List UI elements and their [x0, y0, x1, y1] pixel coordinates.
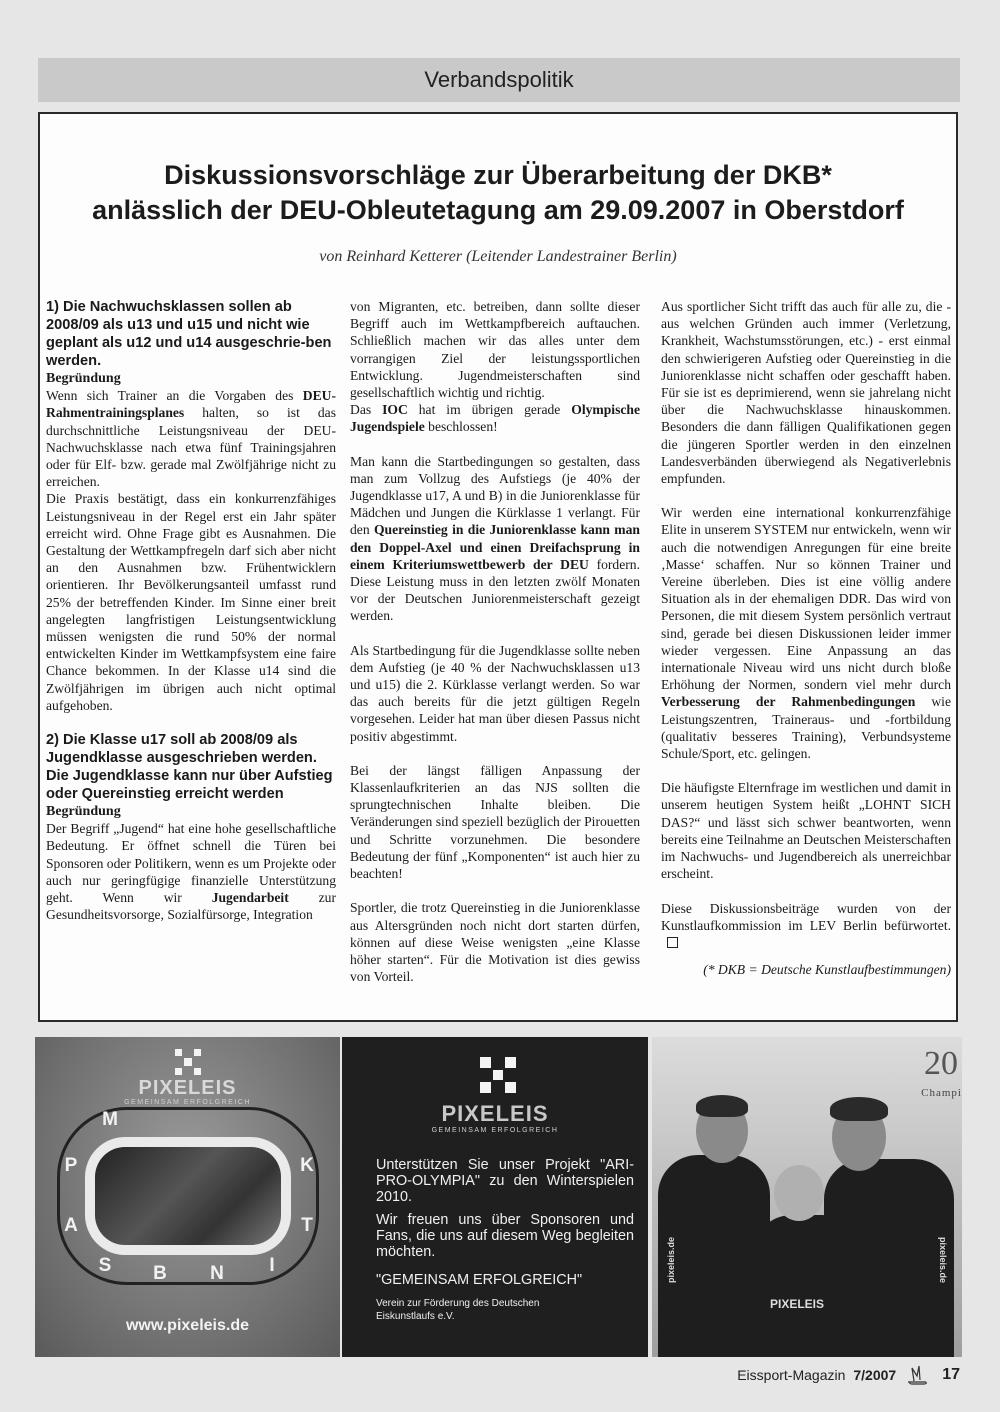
ad-url-link[interactable]: www.pixeleis.de: [125, 1317, 249, 1334]
text: Wenn sich Trainer an die Vorgaben des: [46, 388, 303, 404]
ring-letter: M: [102, 1109, 118, 1130]
text: halten, so ist das durchschnittliche Leistungsniveau der DEU-Nachwuchsklasse nach etwa fünf Trainingsjahren oder für Elf- bzw. gerade mal Zwölfjährige nicht zu erreichen.: [46, 405, 336, 490]
text: hat im übrigen gerade: [407, 402, 572, 418]
point-2-heading: 2) Die Klasse u17 soll ab 2008/09 als Jugendklasse ausgeschrieben werden. Die Jugendklasse kann nur über Aufstieg oder Quereinstieg erreicht werden: [46, 732, 333, 803]
point-1-subhead: Begründung: [46, 371, 121, 386]
text: Diese Diskussionsbeiträge wurden von der Kunstlaufkommission im LEV Berlin befürwortet.: [661, 900, 951, 933]
ring-letter: K: [300, 1155, 314, 1176]
shirt-text-left: pixeleis.de: [666, 1237, 676, 1284]
col3-paragraph-4: [661, 900, 951, 952]
bold-text: Olympische Jugendspiele: [350, 402, 641, 435]
bold-text: Verbesserung der Rahmenbedingungen: [661, 694, 916, 710]
skate-logo-icon: [904, 1364, 930, 1386]
text: zur Gesundheitsvorsorge, Sozialfürsorge, Integration: [46, 890, 336, 923]
col2-paragraph-4: Als Startbedingung für die Jugendklasse sollte neben dem Aufstieg (je 40 % der Nachwuchsklassen u13 und u15) die 2. Kürklasse verlangt werden. So war das auch bereits für die jetzt gültigen Regeln vorgesehen. Leider hat man über diesen Passus nicht positiv abgestimmt.: [350, 642, 640, 744]
article: [38, 112, 958, 1022]
magazine-name: Eissport-Magazin: [737, 1367, 846, 1383]
section-header: [38, 58, 960, 102]
ad-pixeleis-board[interactable]: [35, 1037, 340, 1357]
pixeleis-logo-icon: [480, 1057, 516, 1093]
brand-tagline: GEMEINSAM ERFOLGREICH: [431, 1127, 559, 1134]
ad-text-sponsors: Wir freuen uns über Sponsoren und Fans, die uns auf diesem Weg begleiten möchten.: [376, 1212, 634, 1260]
brand-name: PIXELEIS: [138, 1077, 237, 1099]
col2-paragraph-5: Bei der längst fälligen Anpassung der Klassenlaufkriterien an das NJS sollten die sprungtechnischen Inhalte bleiben. Die Veränderungen sind speziell bezüglich der Pirouetten und Schritte vorzunehmen. Die besondere Bedeutung der fünf „Komponenten“ ist auch hier zu beachten!: [350, 762, 640, 882]
col3-paragraph-1: Aus sportlicher Sicht trifft das auch für alle zu, die - aus welchen Gründen auch immer (Verletzung, Krankheit, Wachstumsstörungen, etc.) - erst einmal den schwierigeren Aufstieg oder Quereinstieg in die Juniorenklasse nicht schaffen oder geschafft haben. Für sie ist es deprimierend, wenn sie jahrelang nicht über die Nachwuchsklasse hinauskommen. Besonders die dann fälligen Qualifikationen gegen die jüngeren Sportler werden in den einzelnen Landesverbänden überwiegend als Negativerlebnis empfunden.: [661, 299, 951, 487]
title-line-1: Diskussionsvorschläge zur Überarbeitung der DKB*: [164, 160, 832, 190]
ring-letter: N: [210, 1263, 224, 1284]
issue-number: 7/2007: [853, 1367, 897, 1383]
shirt-text-right: pixeleis.de: [938, 1237, 948, 1284]
brand-name: PIXELEIS: [441, 1101, 549, 1126]
column-1: [46, 298, 336, 923]
text: Das: [350, 402, 383, 418]
footnote: (* DKB = Deutsche Kunstlaufbestimmungen): [703, 962, 951, 978]
point-1-paragraph-2: Die Praxis bestätigt, dass ein konkurrenzfähiges Leistungsniveau in der Regel erst ein Jahr später erreicht wird. Ohne Frage gibt es Ausnahmen. Die Gestaltung der Wettkampfregeln darf sich aber nicht an den Ausnahmen bzw. Frühentwicklern orientieren. Ihr Bevölkerungsanteil umfasst rund 25% der betreffenden Kinder. Im Sinne einer breit angelegten langfristigen Leistungsentwicklung müssen wenigsten die rund 50% der normal entwickelten Kinder im Wettkampfsystem eine faire Chance bekommen. In der Klasse u14 sind die Zwölfjährigen im übrigen auch nicht optimal aufgehoben.: [46, 491, 336, 713]
column-2: [350, 298, 640, 985]
column-3: [661, 298, 951, 978]
ad-organization: Verein zur Förderung des Deutschen Eiskunstlaufs e.V.: [376, 1298, 540, 1322]
skater-right: [824, 1159, 954, 1357]
poster-label: Champi: [921, 1087, 962, 1099]
title-line-2: anlässlich der DEU-Obleutetagung am 29.09.2007 in Oberstdorf: [92, 195, 904, 225]
article-title: [40, 158, 956, 228]
ring-letter: A: [64, 1215, 78, 1236]
ring-letter: S: [98, 1255, 112, 1276]
track-inner: [85, 1137, 291, 1255]
ad-text-project: Unterstützen Sie unser Projekt "ARI-PRO-OLYMPIA" zu den Winterspielen 2010.: [376, 1157, 634, 1205]
ad-slogan: "GEMEINSAM ERFOLGREICH": [376, 1272, 583, 1288]
col2-paragraph-2: [350, 401, 640, 435]
brand-tagline: GEMEINSAM ERFOLGREICH: [124, 1099, 251, 1106]
col2-paragraph-6: Sportler, die trotz Quereinstieg in die Juniorenklasse aus Altersgründen noch nicht dort starten dürfen, können auf diese Weise wenigsten „eine Klasse höher starten“. Für die Motivation ist dies gewiss von Vorteil.: [350, 900, 640, 985]
point-2-paragraph-1: [46, 820, 336, 923]
skater-right-hair: [830, 1097, 888, 1121]
bold-text: DEU-Rahmentrainingsplanes: [46, 388, 336, 421]
col3-paragraph-3: Die häufigste Elternfrage im westlichen und damit in unserem heutigen System heißt „LOHNT SICH DAS?“ und lässt sich schwer beantworten, wenn bereits eine Teilnahme an Deutschen Meisterschaften im Nachwuchs- und Jugendbereich als unerreichbar erscheint.: [661, 780, 951, 882]
page-number: 17: [942, 1366, 960, 1383]
point-2-subhead: Begründung: [46, 804, 121, 820]
ring-letter: P: [64, 1155, 78, 1176]
bold-text: Jugendarbeit: [211, 890, 289, 906]
pixeleis-logo-icon: [175, 1049, 201, 1075]
section-title: Verbandspolitik: [424, 67, 574, 92]
shirt-text-center: PIXELEIS: [770, 1297, 825, 1311]
point-1-paragraph-1: [46, 387, 336, 490]
text: beschlossen!: [424, 419, 498, 435]
text: fordern. Diese Leistung muss in den letzten zwölf Monaten vor der Deutschen Juniorenmeisterschaft gezeigt werden.: [350, 556, 640, 624]
col3-paragraph-2: [661, 504, 951, 762]
point-1-heading: 1) Die Nachwuchsklassen sollen ab 2008/09 als u13 und u15 und nicht wie geplant als u12 und u14 ausgeschrie-ben werden.: [46, 299, 332, 369]
ring-letter: B: [153, 1263, 167, 1284]
byline: von Reinhard Ketterer (Leitender Landestrainer Berlin): [319, 248, 677, 265]
ring-letter: I: [269, 1255, 275, 1276]
poster-number: 20: [924, 1045, 958, 1082]
skater-photo: [95, 1147, 281, 1245]
end-mark-icon: [667, 937, 678, 948]
page-footer: [737, 1364, 960, 1386]
ad-ari-pro-olympia[interactable]: [342, 1037, 648, 1357]
skater-left-hair: [696, 1095, 748, 1117]
text: wie Leistungszentren, Traineraus- und -fortbildung (qualitativ besseres Training), Verbundsysteme Schule/Sport, etc. gelingen.: [661, 694, 951, 762]
skater-middle-head: [774, 1165, 824, 1221]
col2-paragraph-3: [350, 453, 640, 625]
bold-text: Quereinstieg in die Juniorenklasse kann man den Doppel-Axel und einen Dreifachsprung in einem Kriteriumswettbewerb der DEU: [350, 522, 640, 572]
ad-skaters-photo[interactable]: [652, 1037, 962, 1357]
text: Wir werden eine international konkurrenzfähige Elite in unserem SYSTEM nur entwickeln, wenn wir auch die notwendigen Anregungen für eine breite ‚Masse‘ schaffen. Nur so können Trainer und Vereine überleben. Dies ist eine völlig andere Situation als in der ehemaligen DDR. Das wird von Personen, die mit diesem System persönlich vertraut sind, gerade bei diesen Diskussionen leider immer wieder vergessen. Eine Anpassung an das internationale Niveau wird uns nicht durch bloße Erhöhung der Normen, sondern viel mehr durch: [661, 505, 951, 693]
col2-paragraph-1: von Migranten, etc. betreiben, dann sollte dieser Begriff auch im Wettkampfbereich auftauchen. Schließlich machen wir das alles unter dem vorrangigen Ziel der leistungssportlichen Entwicklung. Jugendmeisterschaften sind gesellschaftlich wichtig und richtig.: [350, 299, 640, 401]
text: Der Begriff „Jugend“ hat eine hohe gesellschaftliche Bedeutung. Er öffnet schnell die Türen bei Sponsoren oder Politikern, wenn es um Projekte oder auch nur geringfügige finanzielle Unterstützung geht. Wenn wir: [46, 821, 336, 906]
ring-letter: T: [301, 1215, 313, 1236]
text: Man kann die Startbedingungen so gestalten, dass man zum Vollzug des Aufstiegs (je 40% der Jugendklasse u17, A und B) in die Juniorenklasse für Mädchen und Jungen die Kürklasse 1 verlangt. Für den: [350, 453, 640, 538]
bold-text: IOC: [382, 402, 408, 418]
